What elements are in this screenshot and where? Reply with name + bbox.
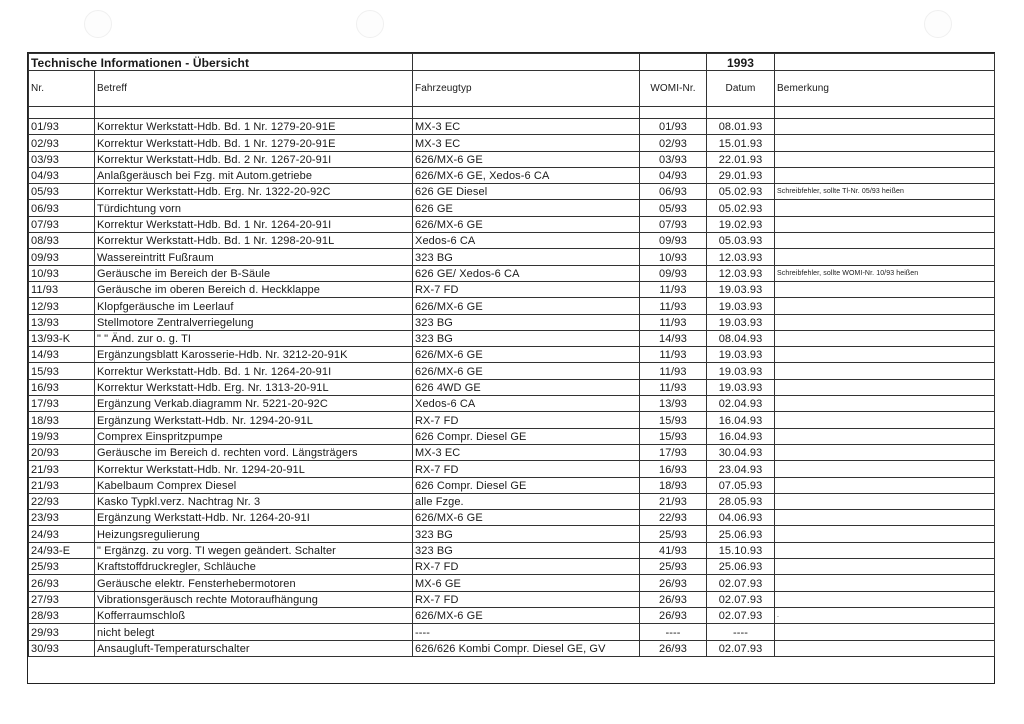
column-header-row [29, 71, 995, 107]
cell-betreff: Geräusche im Bereich der B-Säule [95, 265, 413, 281]
cell-betreff: Anlaßgeräusch bei Fzg. mit Autom.getriebe [95, 167, 413, 183]
spacer-cell [775, 107, 995, 119]
cell-nr: 29/93 [29, 624, 95, 640]
cell-betreff: Korrektur Werkstatt-Hdb. Bd. 1 Nr. 1298-20-91L [95, 233, 413, 249]
cell-fahrzeugtyp: Xedos-6 CA [413, 396, 640, 412]
cell-fahrzeugtyp: 626/MX-6 GE [413, 607, 640, 623]
cell-datum: 19.03.93 [707, 298, 775, 314]
cell-womi-nr: 03/93 [640, 151, 707, 167]
cell-womi-nr: 25/93 [640, 559, 707, 575]
cell-bemerkung [775, 216, 995, 232]
cell-bemerkung [775, 281, 995, 297]
overview-table-sheet [27, 52, 995, 684]
overview-table [28, 53, 995, 657]
cell-nr: 06/93 [29, 200, 95, 216]
cell-datum: 15.10.93 [707, 542, 775, 558]
cell-betreff: nicht belegt [95, 624, 413, 640]
cell-datum: 07.05.93 [707, 477, 775, 493]
column-header-datum: Datum [707, 71, 775, 107]
cell-womi-nr: 17/93 [640, 444, 707, 460]
cell-betreff: Ergänzung Werkstatt-Hdb. Nr. 1294-20-91L [95, 412, 413, 428]
table-row [29, 640, 995, 656]
cell-bemerkung [775, 314, 995, 330]
table-row [29, 216, 995, 232]
punch-hole-middle [356, 10, 384, 38]
cell-datum: 16.04.93 [707, 428, 775, 444]
cell-betreff: Korrektur Werkstatt-Hdb. Bd. 1 Nr. 1264-20-91I [95, 363, 413, 379]
table-row [29, 575, 995, 591]
table-row [29, 591, 995, 607]
cell-nr: 14/93 [29, 347, 95, 363]
cell-fahrzeugtyp: RX-7 FD [413, 591, 640, 607]
cell-bemerkung [775, 542, 995, 558]
cell-nr: 27/93 [29, 591, 95, 607]
cell-fahrzeugtyp: 626/MX-6 GE, Xedos-6 CA [413, 167, 640, 183]
column-header-womi: WOMI-Nr. [640, 71, 707, 107]
table-row [29, 167, 995, 183]
cell-nr: 24/93 [29, 526, 95, 542]
cell-fahrzeugtyp: 626/MX-6 GE [413, 151, 640, 167]
year-label: 1993 [707, 54, 775, 71]
cell-bemerkung [775, 363, 995, 379]
cell-datum: 25.06.93 [707, 526, 775, 542]
cell-nr: 10/93 [29, 265, 95, 281]
spacer-cell [29, 107, 95, 119]
cell-bemerkung [775, 575, 995, 591]
table-row [29, 624, 995, 640]
cell-bemerkung [775, 559, 995, 575]
cell-fahrzeugtyp: RX-7 FD [413, 559, 640, 575]
cell-bemerkung [775, 330, 995, 346]
cell-womi-nr: 15/93 [640, 428, 707, 444]
cell-datum: 28.05.93 [707, 493, 775, 509]
cell-fahrzeugtyp: MX-3 EC [413, 444, 640, 460]
cell-womi-nr: 16/93 [640, 461, 707, 477]
cell-betreff: Kasko Typkl.verz. Nachtrag Nr. 3 [95, 493, 413, 509]
cell-nr: 30/93 [29, 640, 95, 656]
cell-bemerkung [775, 461, 995, 477]
table-row [29, 510, 995, 526]
cell-bemerkung [775, 444, 995, 460]
cell-womi-nr: 11/93 [640, 363, 707, 379]
column-header-bemerkung: Bemerkung [775, 71, 995, 107]
cell-nr: 20/93 [29, 444, 95, 460]
cell-fahrzeugtyp: 323 BG [413, 249, 640, 265]
cell-womi-nr: 25/93 [640, 526, 707, 542]
spacer-cell [707, 107, 775, 119]
cell-fahrzeugtyp: 626 Compr. Diesel GE [413, 477, 640, 493]
cell-betreff: Korrektur Werkstatt-Hdb. Bd. 1 Nr. 1264-20-91I [95, 216, 413, 232]
cell-womi-nr: ---- [640, 624, 707, 640]
cell-nr: 12/93 [29, 298, 95, 314]
cell-betreff: Heizungsregulierung [95, 526, 413, 542]
cell-womi-nr: 13/93 [640, 396, 707, 412]
cell-fahrzeugtyp: MX-3 EC [413, 135, 640, 151]
cell-datum: 15.01.93 [707, 135, 775, 151]
cell-betreff: Türdichtung vorn [95, 200, 413, 216]
cell-betreff: Kraftstoffdruckregler, Schläuche [95, 559, 413, 575]
table-row [29, 526, 995, 542]
table-row [29, 200, 995, 216]
table-row [29, 135, 995, 151]
cell-nr: 05/93 [29, 184, 95, 200]
table-row [29, 542, 995, 558]
cell-betreff: Vibrationsgeräusch rechte Motoraufhängung [95, 591, 413, 607]
cell-nr: 25/93 [29, 559, 95, 575]
cell-fahrzeugtyp: RX-7 FD [413, 412, 640, 428]
cell-nr: 16/93 [29, 379, 95, 395]
cell-datum: 29.01.93 [707, 167, 775, 183]
cell-bemerkung [775, 477, 995, 493]
cell-fahrzeugtyp: 323 BG [413, 330, 640, 346]
title-empty-cell [775, 54, 995, 71]
cell-fahrzeugtyp: 626/MX-6 GE [413, 363, 640, 379]
table-row [29, 330, 995, 346]
cell-datum: 19.03.93 [707, 347, 775, 363]
cell-betreff: " " Änd. zur o. g. TI [95, 330, 413, 346]
table-row [29, 151, 995, 167]
spacer-row [29, 107, 995, 119]
cell-womi-nr: 11/93 [640, 281, 707, 297]
cell-womi-nr: 18/93 [640, 477, 707, 493]
table-row [29, 281, 995, 297]
cell-betreff: " Ergänzg. zu vorg. TI wegen geändert. Schalter [95, 542, 413, 558]
cell-fahrzeugtyp: RX-7 FD [413, 461, 640, 477]
table-row [29, 477, 995, 493]
table-row [29, 265, 995, 281]
column-header-betreff: Betreff [95, 71, 413, 107]
cell-datum: 08.01.93 [707, 119, 775, 135]
table-row [29, 607, 995, 623]
cell-bemerkung [775, 396, 995, 412]
cell-womi-nr: 11/93 [640, 314, 707, 330]
cell-womi-nr: 26/93 [640, 607, 707, 623]
cell-fahrzeugtyp: MX-3 EC [413, 119, 640, 135]
cell-nr: 11/93 [29, 281, 95, 297]
cell-womi-nr: 15/93 [640, 412, 707, 428]
table-row [29, 428, 995, 444]
cell-bemerkung [775, 510, 995, 526]
column-header-fahrzeugtyp: Fahrzeugtyp [413, 71, 640, 107]
table-row [29, 379, 995, 395]
cell-datum: 02.07.93 [707, 591, 775, 607]
cell-womi-nr: 11/93 [640, 379, 707, 395]
cell-womi-nr: 09/93 [640, 265, 707, 281]
cell-womi-nr: 02/93 [640, 135, 707, 151]
cell-bemerkung [775, 135, 995, 151]
cell-nr: 22/93 [29, 493, 95, 509]
cell-womi-nr: 14/93 [640, 330, 707, 346]
cell-betreff: Stellmotore Zentralverriegelung [95, 314, 413, 330]
cell-betreff: Korrektur Werkstatt-Hdb. Bd. 2 Nr. 1267-20-91I [95, 151, 413, 167]
cell-datum: 02.04.93 [707, 396, 775, 412]
cell-womi-nr: 06/93 [640, 184, 707, 200]
cell-nr: 13/93 [29, 314, 95, 330]
cell-datum: 02.07.93 [707, 640, 775, 656]
cell-datum: 05.03.93 [707, 233, 775, 249]
spacer-cell [413, 107, 640, 119]
cell-nr: 28/93 [29, 607, 95, 623]
cell-womi-nr: 22/93 [640, 510, 707, 526]
cell-nr: 15/93 [29, 363, 95, 379]
cell-datum: 12.03.93 [707, 265, 775, 281]
cell-nr: 17/93 [29, 396, 95, 412]
cell-bemerkung [775, 167, 995, 183]
cell-betreff: Korrektur Werkstatt-Hdb. Erg. Nr. 1322-20-92C [95, 184, 413, 200]
cell-datum: 05.02.93 [707, 200, 775, 216]
cell-nr: 21/93 [29, 461, 95, 477]
cell-fahrzeugtyp: 626/626 Kombi Compr. Diesel GE, GV [413, 640, 640, 656]
cell-betreff: Klopfgeräusche im Leerlauf [95, 298, 413, 314]
document-title: Technische Informationen - Übersicht [29, 54, 413, 71]
cell-bemerkung [775, 640, 995, 656]
cell-datum: 30.04.93 [707, 444, 775, 460]
cell-betreff: Geräusche elektr. Fensterhebermotoren [95, 575, 413, 591]
cell-bemerkung [775, 493, 995, 509]
cell-nr: 24/93-E [29, 542, 95, 558]
table-row [29, 493, 995, 509]
table-row [29, 347, 995, 363]
cell-nr: 09/93 [29, 249, 95, 265]
cell-betreff: Wassereintritt Fußraum [95, 249, 413, 265]
cell-womi-nr: 07/93 [640, 216, 707, 232]
cell-datum: 02.07.93 [707, 575, 775, 591]
column-header-nr: Nr. [29, 71, 95, 107]
title-empty-cell [413, 54, 640, 71]
cell-betreff: Kofferraumschloß [95, 607, 413, 623]
cell-bemerkung [775, 200, 995, 216]
table-row [29, 396, 995, 412]
table-row [29, 559, 995, 575]
cell-nr: 21/93 [29, 477, 95, 493]
cell-betreff: Geräusche im Bereich d. rechten vord. Längsträgers [95, 444, 413, 460]
cell-datum: 19.03.93 [707, 314, 775, 330]
title-row [29, 54, 995, 71]
cell-datum: 19.03.93 [707, 379, 775, 395]
cell-nr: 08/93 [29, 233, 95, 249]
punch-hole-left [84, 10, 112, 38]
cell-bemerkung [775, 347, 995, 363]
cell-bemerkung [775, 151, 995, 167]
cell-datum: 19.02.93 [707, 216, 775, 232]
cell-fahrzeugtyp: 323 BG [413, 542, 640, 558]
cell-fahrzeugtyp: 626 Compr. Diesel GE [413, 428, 640, 444]
cell-nr: 18/93 [29, 412, 95, 428]
table-row [29, 363, 995, 379]
cell-betreff: Korrektur Werkstatt-Hdb. Nr. 1294-20-91L [95, 461, 413, 477]
cell-fahrzeugtyp: 626/MX-6 GE [413, 216, 640, 232]
cell-fahrzeugtyp: 626 GE Diesel [413, 184, 640, 200]
spacer-cell [640, 107, 707, 119]
spacer-cell [95, 107, 413, 119]
cell-betreff: Ergänzungsblatt Karosserie-Hdb. Nr. 3212-20-91K [95, 347, 413, 363]
cell-datum: 25.06.93 [707, 559, 775, 575]
cell-betreff: Ergänzung Werkstatt-Hdb. Nr. 1264-20-91I [95, 510, 413, 526]
cell-womi-nr: 01/93 [640, 119, 707, 135]
cell-nr: 02/93 [29, 135, 95, 151]
cell-bemerkung [775, 624, 995, 640]
cell-nr: 19/93 [29, 428, 95, 444]
table-row [29, 461, 995, 477]
cell-fahrzeugtyp: 323 BG [413, 314, 640, 330]
cell-fahrzeugtyp: 626 GE/ Xedos-6 CA [413, 265, 640, 281]
cell-womi-nr: 05/93 [640, 200, 707, 216]
cell-bemerkung [775, 526, 995, 542]
cell-betreff: Korrektur Werkstatt-Hdb. Bd. 1 Nr. 1279-20-91E [95, 119, 413, 135]
cell-fahrzeugtyp: 626/MX-6 GE [413, 347, 640, 363]
cell-datum: ---- [707, 624, 775, 640]
cell-bemerkung [775, 428, 995, 444]
cell-nr: 03/93 [29, 151, 95, 167]
cell-betreff: Korrektur Werkstatt-Hdb. Bd. 1 Nr. 1279-20-91E [95, 135, 413, 151]
table-row [29, 233, 995, 249]
cell-betreff: Kabelbaum Comprex Diesel [95, 477, 413, 493]
cell-womi-nr: 26/93 [640, 640, 707, 656]
punch-hole-right [924, 10, 952, 38]
cell-nr: 23/93 [29, 510, 95, 526]
cell-womi-nr: 04/93 [640, 167, 707, 183]
cell-womi-nr: 09/93 [640, 233, 707, 249]
cell-datum: 19.03.93 [707, 281, 775, 297]
cell-bemerkung [775, 119, 995, 135]
cell-fahrzeugtyp: alle Fzge. [413, 493, 640, 509]
cell-bemerkung [775, 379, 995, 395]
table-row [29, 298, 995, 314]
cell-betreff: Geräusche im oberen Bereich d. Heckklappe [95, 281, 413, 297]
cell-nr: 26/93 [29, 575, 95, 591]
cell-fahrzeugtyp: 626 4WD GE [413, 379, 640, 395]
cell-betreff: Ansaugluft-Temperaturschalter [95, 640, 413, 656]
cell-nr: 01/93 [29, 119, 95, 135]
cell-bemerkung: Schreibfehler, sollte WOMI-Nr. 10/93 heißen [775, 265, 995, 281]
cell-nr: 04/93 [29, 167, 95, 183]
title-empty-cell [640, 54, 707, 71]
cell-bemerkung [775, 412, 995, 428]
cell-betreff: Comprex Einspritzpumpe [95, 428, 413, 444]
cell-fahrzeugtyp: MX-6 GE [413, 575, 640, 591]
cell-womi-nr: 26/93 [640, 575, 707, 591]
table-row [29, 314, 995, 330]
cell-nr: 13/93-K [29, 330, 95, 346]
table-row [29, 412, 995, 428]
cell-datum: 04.06.93 [707, 510, 775, 526]
cell-fahrzeugtyp: 323 BG [413, 526, 640, 542]
cell-womi-nr: 11/93 [640, 298, 707, 314]
cell-bemerkung [775, 298, 995, 314]
cell-datum: 16.04.93 [707, 412, 775, 428]
cell-nr: 07/93 [29, 216, 95, 232]
table-row [29, 119, 995, 135]
cell-bemerkung [775, 233, 995, 249]
cell-womi-nr: 10/93 [640, 249, 707, 265]
cell-fahrzeugtyp: 626 GE [413, 200, 640, 216]
cell-fahrzeugtyp: 626/MX-6 GE [413, 510, 640, 526]
cell-bemerkung [775, 591, 995, 607]
cell-betreff: Korrektur Werkstatt-Hdb. Erg. Nr. 1313-20-91L [95, 379, 413, 395]
table-row [29, 184, 995, 200]
cell-datum: 22.01.93 [707, 151, 775, 167]
cell-bemerkung [775, 249, 995, 265]
cell-betreff: Ergänzung Verkab.diagramm Nr. 5221-20-92C [95, 396, 413, 412]
cell-womi-nr: 11/93 [640, 347, 707, 363]
cell-fahrzeugtyp: Xedos-6 CA [413, 233, 640, 249]
cell-datum: 23.04.93 [707, 461, 775, 477]
cell-datum: 08.04.93 [707, 330, 775, 346]
cell-womi-nr: 26/93 [640, 591, 707, 607]
table-row [29, 249, 995, 265]
cell-bemerkung: Schreibfehler, sollte Tl-Nr. 05/93 heißen [775, 184, 995, 200]
cell-fahrzeugtyp: 626/MX-6 GE [413, 298, 640, 314]
cell-bemerkung: . [775, 607, 995, 623]
cell-datum: 19.03.93 [707, 363, 775, 379]
cell-datum: 02.07.93 [707, 607, 775, 623]
cell-fahrzeugtyp: ---- [413, 624, 640, 640]
cell-datum: 05.02.93 [707, 184, 775, 200]
cell-womi-nr: 21/93 [640, 493, 707, 509]
cell-fahrzeugtyp: RX-7 FD [413, 281, 640, 297]
cell-womi-nr: 41/93 [640, 542, 707, 558]
table-row [29, 444, 995, 460]
cell-datum: 12.03.93 [707, 249, 775, 265]
